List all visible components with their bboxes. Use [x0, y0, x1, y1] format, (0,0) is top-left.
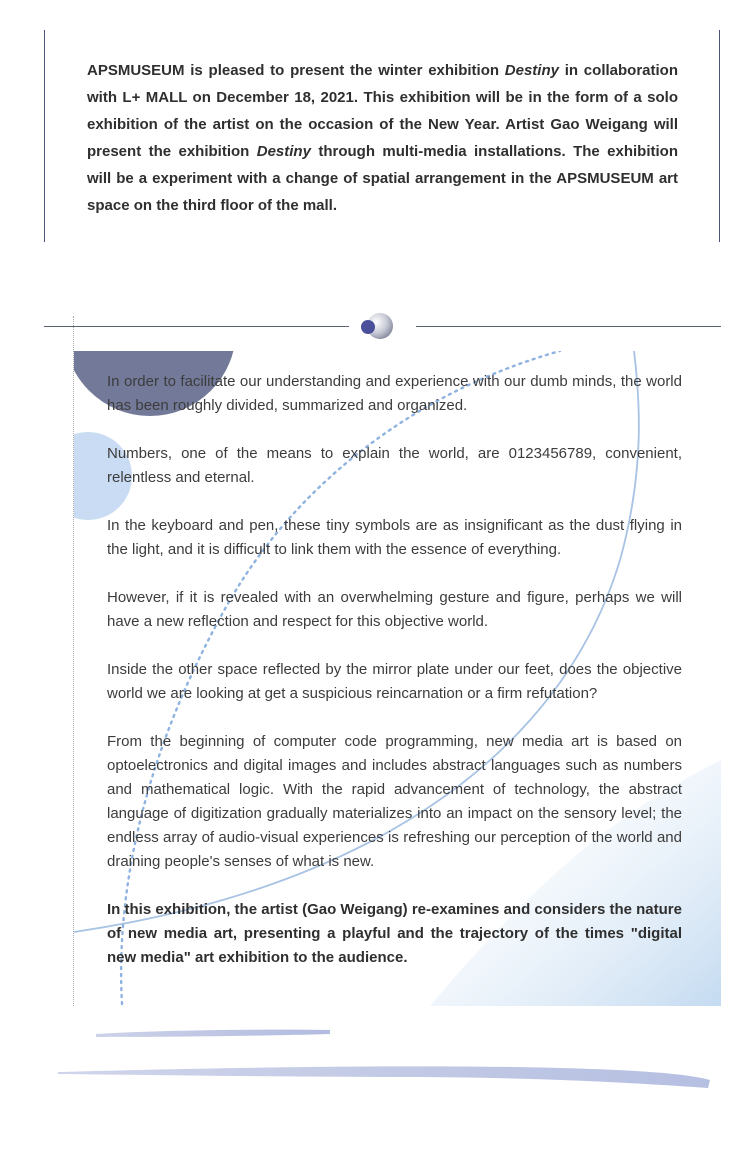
intro-text-part2: in collaboration with L+ MALL on December 18, 2021. This exhibition will be in the form of a solo exhibition of the artist on the occasion of the New Year. Artist Gao Weigang will present the exhibition: [87, 62, 678, 160]
paragraph: In the keyboard and pen, these tiny symbols are as insignificant as the dust flying in the light, and it is difficult to link them with the essence of everything.: [107, 517, 682, 558]
body-text: [107, 370, 682, 994]
exhibition-title: Destiny: [256, 143, 311, 160]
exhibition-title: Destiny: [504, 62, 559, 79]
intro-text-part1: APSMUSEUM is pleased to present the winter exhibition: [87, 62, 505, 79]
paragraph: However, if it is revealed with an overwhelming gesture and figure, perhaps we will have a new reflection and respect for this objective world.: [107, 589, 682, 630]
paragraph: In order to facilitate our understanding and experience with our dumb minds, the world has been roughly divided, summarized and organized.: [107, 373, 682, 414]
closing-paragraph: In this exhibition, the artist (Gao Weigang) re-examines and considers the nature of new media art, presenting a playful and the trajectory of the times "digital new media" art exhibition to the audience.: [107, 901, 682, 966]
brush-stroke-short: [96, 1030, 330, 1037]
brush-stroke-long: [58, 1066, 710, 1088]
dotted-vertical-line: [73, 316, 74, 1006]
paragraph: Inside the other space reflected by the mirror plate under our feet, does the objective world we are looking at get a suspicious reincarnation or a firm refutation?: [107, 661, 682, 702]
intro-text-part3: through multi-media installations. The exhibition will be a experiment with a change of spatial arrangement in the APSMUSEUM art space on the third floor of the mall.: [87, 143, 678, 214]
paragraph: Numbers, one of the means to explain the world, are 0123456789, convenient, relentless and eternal.: [107, 445, 682, 486]
paragraph: From the beginning of computer code programming, new media art is based on optoelectronics and digital images and includes abstract languages such as numbers and mathematical logic. With the rapid advancement of technology, the abstract language of digitization gradually materializes into an impact on the sensory level; the endless array of audio-visual experiences is refreshing our perception of the world and draining people's senses of what is new.: [107, 733, 682, 870]
